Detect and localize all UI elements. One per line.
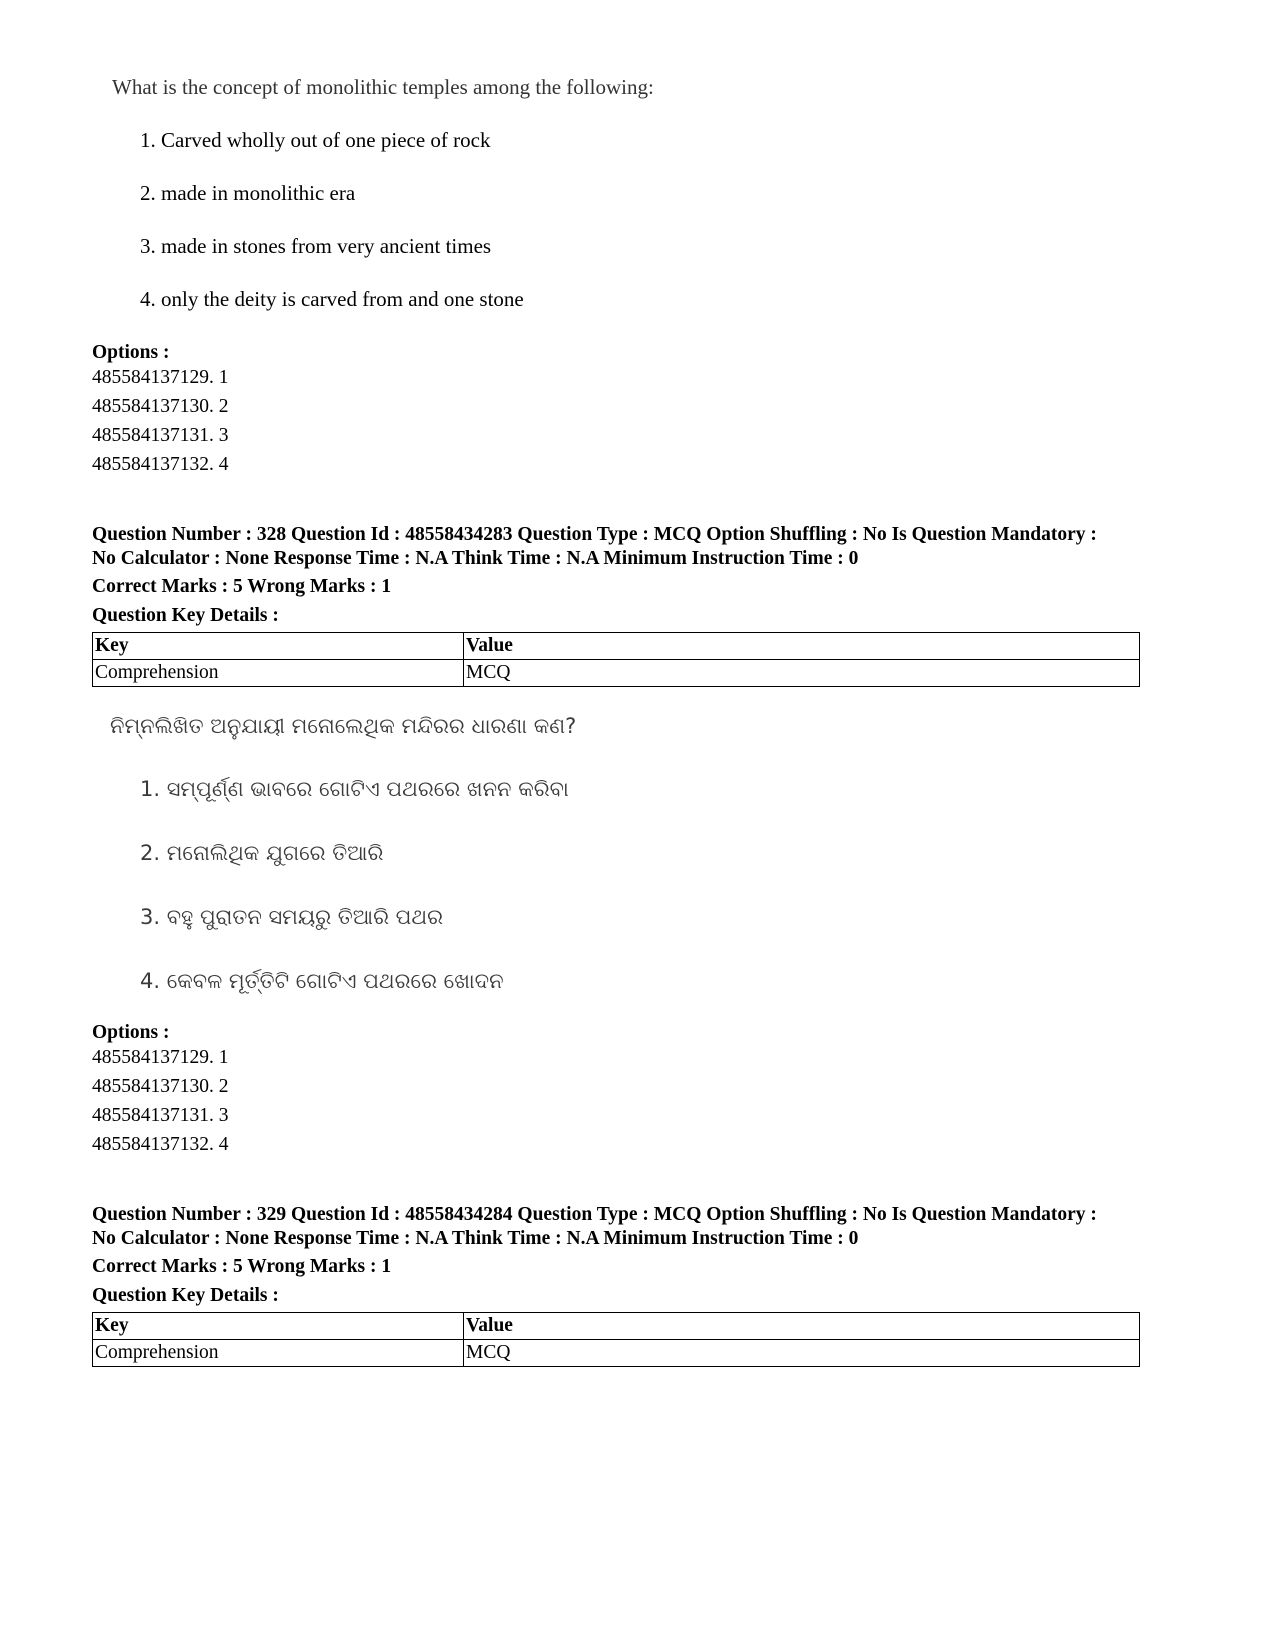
list-item: 1. Carved wholly out of one piece of rock (140, 128, 491, 152)
table-cell-key: Comprehension (93, 660, 464, 687)
key-details-table (92, 1312, 1140, 1367)
list-item: 3. made in stones from very ancient times (140, 234, 492, 258)
option-item: 485584137131. 3 (92, 1105, 229, 1126)
options-list (92, 363, 229, 479)
table-cell-key: Comprehension (93, 1340, 464, 1367)
list-item: 1. ସମ୍ପୂର୍ଣ୍ଣ ଭାବରେ ଗୋଟିଏ ପଥରରେ ଖନନ କରିବା (140, 777, 569, 801)
question-meta-line-1: Question Number : 328 Question Id : 48558434283 Question Type : MCQ Option Shuffling : No Is Question Mandatory : (92, 524, 1097, 545)
table-cell-value: MCQ (464, 660, 1140, 687)
option-item: 485584137131. 3 (92, 425, 229, 446)
table-header-row (93, 633, 1140, 660)
table-header-value: Value (464, 1313, 1140, 1340)
list-item: 4. only the deity is carved from and one stone (140, 287, 524, 311)
table-header-key: Key (93, 633, 464, 660)
key-details-heading: Question Key Details : (92, 605, 279, 626)
options-list (92, 1043, 229, 1159)
marks-line: Correct Marks : 5 Wrong Marks : 1 (92, 576, 392, 597)
table-row (93, 1340, 1140, 1367)
table-row (93, 660, 1140, 687)
table-header-row (93, 1313, 1140, 1340)
list-item: 2. made in monolithic era (140, 181, 356, 205)
table-header-value: Value (464, 633, 1140, 660)
option-item: 485584137132. 4 (92, 454, 229, 475)
options-heading: Options : (92, 342, 170, 363)
list-item: 3. ବହୁ ପୁରାତନ ସମୟରୁ ତିଆରି ପଥର (140, 905, 444, 929)
option-item: 485584137130. 2 (92, 396, 229, 417)
table-header-key: Key (93, 1313, 464, 1340)
list-item: 2. ମନୋଲିଥିକ ଯୁଗରେ ତିଆରି (140, 841, 384, 865)
question-text-odia: ନିମ୍ନଲିଖିତ ଅନୁଯାୟୀ ମନୋଲେଥିକ ମନ୍ଦିରର ଧାରଣା କଣ? (110, 714, 577, 738)
table-cell-value: MCQ (464, 1340, 1140, 1367)
options-heading: Options : (92, 1022, 170, 1043)
key-details-heading: Question Key Details : (92, 1285, 279, 1306)
option-item: 485584137129. 1 (92, 367, 229, 388)
question-text-english: What is the concept of monolithic temples among the following: (112, 75, 654, 99)
list-item: 4. କେବଳ ମୂର୍ତ୍ତିଟି ଗୋଟିଏ ପଥରରେ ଖୋଦନ (140, 969, 504, 993)
option-item: 485584137132. 4 (92, 1134, 229, 1155)
marks-line: Correct Marks : 5 Wrong Marks : 1 (92, 1256, 392, 1277)
option-item: 485584137129. 1 (92, 1047, 229, 1068)
question-meta-line-2: No Calculator : None Response Time : N.A Think Time : N.A Minimum Instruction Time : 0 (92, 548, 859, 569)
question-meta-line-1: Question Number : 329 Question Id : 48558434284 Question Type : MCQ Option Shuffling : No Is Question Mandatory : (92, 1204, 1097, 1225)
option-item: 485584137130. 2 (92, 1076, 229, 1097)
question-meta-line-2: No Calculator : None Response Time : N.A Think Time : N.A Minimum Instruction Time : 0 (92, 1228, 859, 1249)
key-details-table (92, 632, 1140, 687)
